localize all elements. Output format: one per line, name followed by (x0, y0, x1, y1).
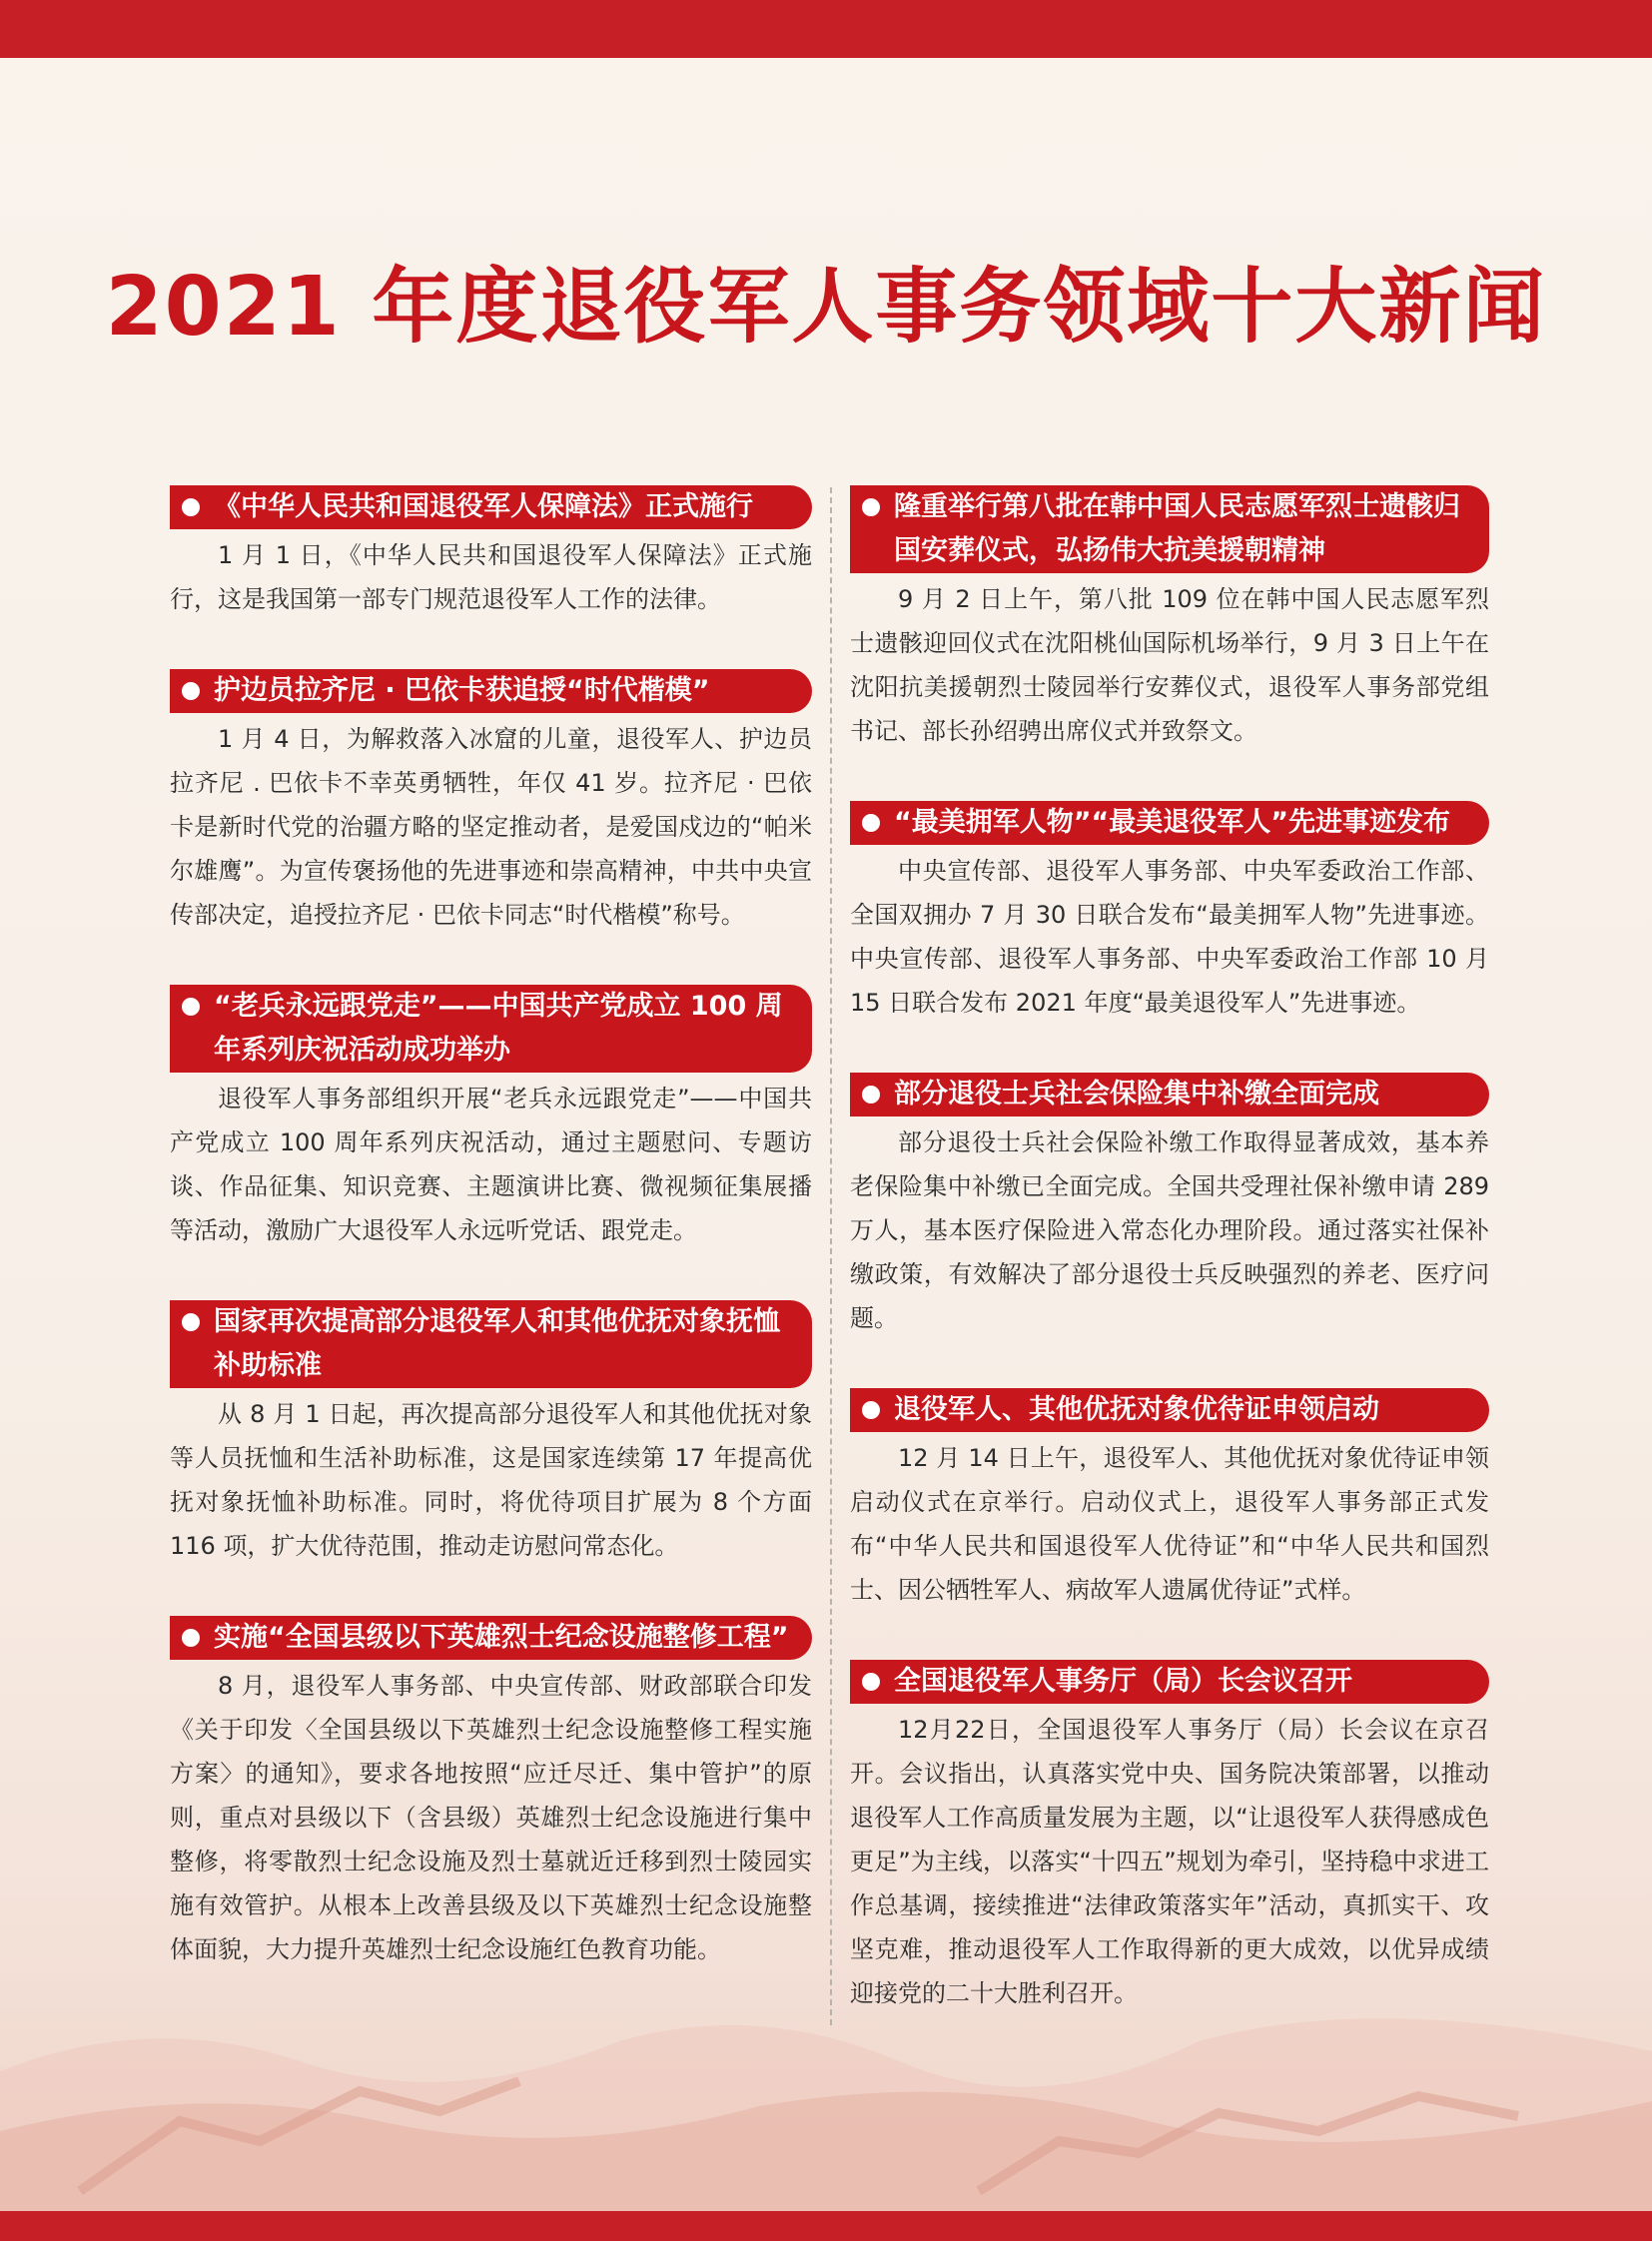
news-body: 从 8 月 1 日起，再次提高部分退役军人和其他优抚对象等人员抚恤和生活补助标准，这是国家连续第 17 年提高优抚对象抚恤补助标准。同时，将优待项目扩展为 8 个方面 116 项，扩大优待范围，推动走访慰问常态化。 (170, 1400, 812, 1560)
headline-text: 部分退役士兵社会保险集中补缴全面完成 (894, 1079, 1379, 1110)
news-body: 中央宣传部、退役军人事务部、中央军委政治工作部、全国双拥办 7 月 30 日联合发布“最美拥军人物”先进事迹。中央宣传部、退役军人事务部、中央军委政治工作部 10 月 15 日联合发布 2021 年度“最美退役军人”先进事迹。 (850, 857, 1489, 1017)
news-headline (170, 985, 812, 1073)
news-headline (850, 1660, 1489, 1704)
headline-text: 实施“全国县级以下英雄烈士纪念设施整修工程” (214, 1622, 789, 1653)
news-headline (170, 1616, 812, 1660)
news-headline (170, 1300, 812, 1388)
news-item-10 (850, 1660, 1489, 2015)
page-title: 2021 年度退役军人事务领域十大新闻 (105, 260, 1547, 355)
bullet-icon (182, 1629, 200, 1647)
right-column (850, 485, 1489, 2063)
news-body: 1 月 4 日，为解救落入冰窟的儿童，退役军人、护边员拉齐尼 . 巴依卡不幸英勇牺牲，年仅 41 岁。拉齐尼 · 巴依卡是新时代党的治疆方略的坚定推动者，是爱国戍边的“帕米尔雄鹰”。为宣传褒扬他的先进事迹和崇高精神，中共中央宣传部决定，追授拉齐尼 · 巴依卡同志“时代楷模”称号。 (170, 725, 812, 929)
news-item-6 (850, 485, 1489, 753)
bullet-icon (862, 1401, 880, 1419)
news-item-9 (850, 1388, 1489, 1612)
news-body: 部分退役士兵社会保险补缴工作取得显著成效，基本养老保险集中补缴已全面完成。全国共受理社保补缴申请 289 万人，基本医疗保险进入常态化办理阶段。通过落实社保补缴政策，有效解决了部分退役士兵反映强烈的养老、医疗问题。 (850, 1128, 1489, 1332)
bullet-icon (182, 682, 200, 700)
news-headline (850, 1073, 1489, 1117)
bullet-icon (862, 1673, 880, 1691)
bullet-icon (182, 998, 200, 1016)
news-headline (850, 485, 1489, 573)
news-body: 8 月，退役军人事务部、中央宣传部、财政部联合印发《关于印发〈全国县级以下英雄烈士纪念设施整修工程实施方案〉的通知》，要求各地按照“应迁尽迁、集中管护”的原则，重点对县级以下（含县级）英雄烈士纪念设施进行集中整修，将零散烈士纪念设施及烈士墓就近迁移到烈士陵园实施有效管护。从根本上改善县级及以下英雄烈士纪念设施整体面貌，大力提升英雄烈士纪念设施红色教育功能。 (170, 1672, 812, 1963)
news-item-2 (170, 669, 812, 937)
news-body: 12 月 14 日上午，退役军人、其他优抚对象优待证申领启动仪式在京举行。启动仪式上，退役军人事务部正式发布“中华人民共和国退役军人优待证”和“中华人民共和国烈士、因公牺牲军人、病故军人遗属优待证”式样。 (850, 1444, 1489, 1604)
news-item-8 (850, 1073, 1489, 1340)
headline-text: 护边员拉齐尼 · 巴依卡获追授“时代楷模” (214, 675, 710, 706)
news-body: 9 月 2 日上午，第八批 109 位在韩中国人民志愿军烈士遗骸迎回仪式在沈阳桃仙国际机场举行，9 月 3 日上午在沈阳抗美援朝烈士陵园举行安葬仪式，退役军人事务部党组书记、部长孙绍骋出席仪式并致祭文。 (850, 585, 1489, 745)
news-headline (850, 1388, 1489, 1432)
headline-text: 隆重举行第八批在韩中国人民志愿军烈士遗骸归国安葬仪式，弘扬伟大抗美援朝精神 (894, 491, 1460, 566)
news-item-1 (170, 485, 812, 621)
headline-text: 全国退役军人事务厅（局）长会议召开 (894, 1666, 1352, 1697)
headline-text: 国家再次提高部分退役军人和其他优抚对象抚恤补助标准 (214, 1306, 780, 1381)
headline-text: “最美拥军人物”“最美退役军人”先进事迹发布 (894, 807, 1450, 838)
left-column (170, 485, 812, 2019)
headline-text: 《中华人民共和国退役军人保障法》正式施行 (214, 491, 753, 522)
news-body: 12月22日，全国退役军人事务厅（局）长会议在京召开。会议指出，认真落实党中央、国务院决策部署，以推动退役军人工作高质量发展为主题，以“让退役军人获得感成色更足”为主线，以落实“十四五”规划为牵引，坚持稳中求进工作总基调，接续推进“法律政策落实年”活动，真抓实干、攻坚克难，推动退役军人工作取得新的更大成效，以优异成绩迎接党的二十大胜利召开。 (850, 1716, 1489, 2007)
headline-text: “老兵永远跟党走”——中国共产党成立 100 周年系列庆祝活动成功举办 (214, 991, 783, 1066)
bullet-icon (862, 498, 880, 516)
news-item-3 (170, 985, 812, 1252)
news-item-5 (170, 1616, 812, 1971)
bottom-red-band (0, 2211, 1652, 2241)
news-item-4 (170, 1300, 812, 1568)
news-body: 1 月 1 日，《中华人民共和国退役军人保障法》正式施行，这是我国第一部专门规范退役军人工作的法律。 (170, 541, 812, 613)
top-red-band (0, 0, 1652, 58)
bullet-icon (182, 1313, 200, 1331)
column-divider (830, 487, 832, 2025)
news-headline (170, 485, 812, 529)
bullet-icon (182, 498, 200, 516)
news-item-7 (850, 801, 1489, 1025)
news-body: 退役军人事务部组织开展“老兵永远跟党走”——中国共产党成立 100 周年系列庆祝活动，通过主题慰问、专题访谈、作品征集、知识竞赛、主题演讲比赛、微视频征集展播等活动，激励广大退役军人永远听党话、跟党走。 (170, 1085, 812, 1244)
bullet-icon (862, 814, 880, 832)
bullet-icon (862, 1086, 880, 1104)
headline-text: 退役军人、其他优抚对象优待证申领启动 (894, 1394, 1379, 1425)
news-headline (170, 669, 812, 713)
news-headline (850, 801, 1489, 845)
